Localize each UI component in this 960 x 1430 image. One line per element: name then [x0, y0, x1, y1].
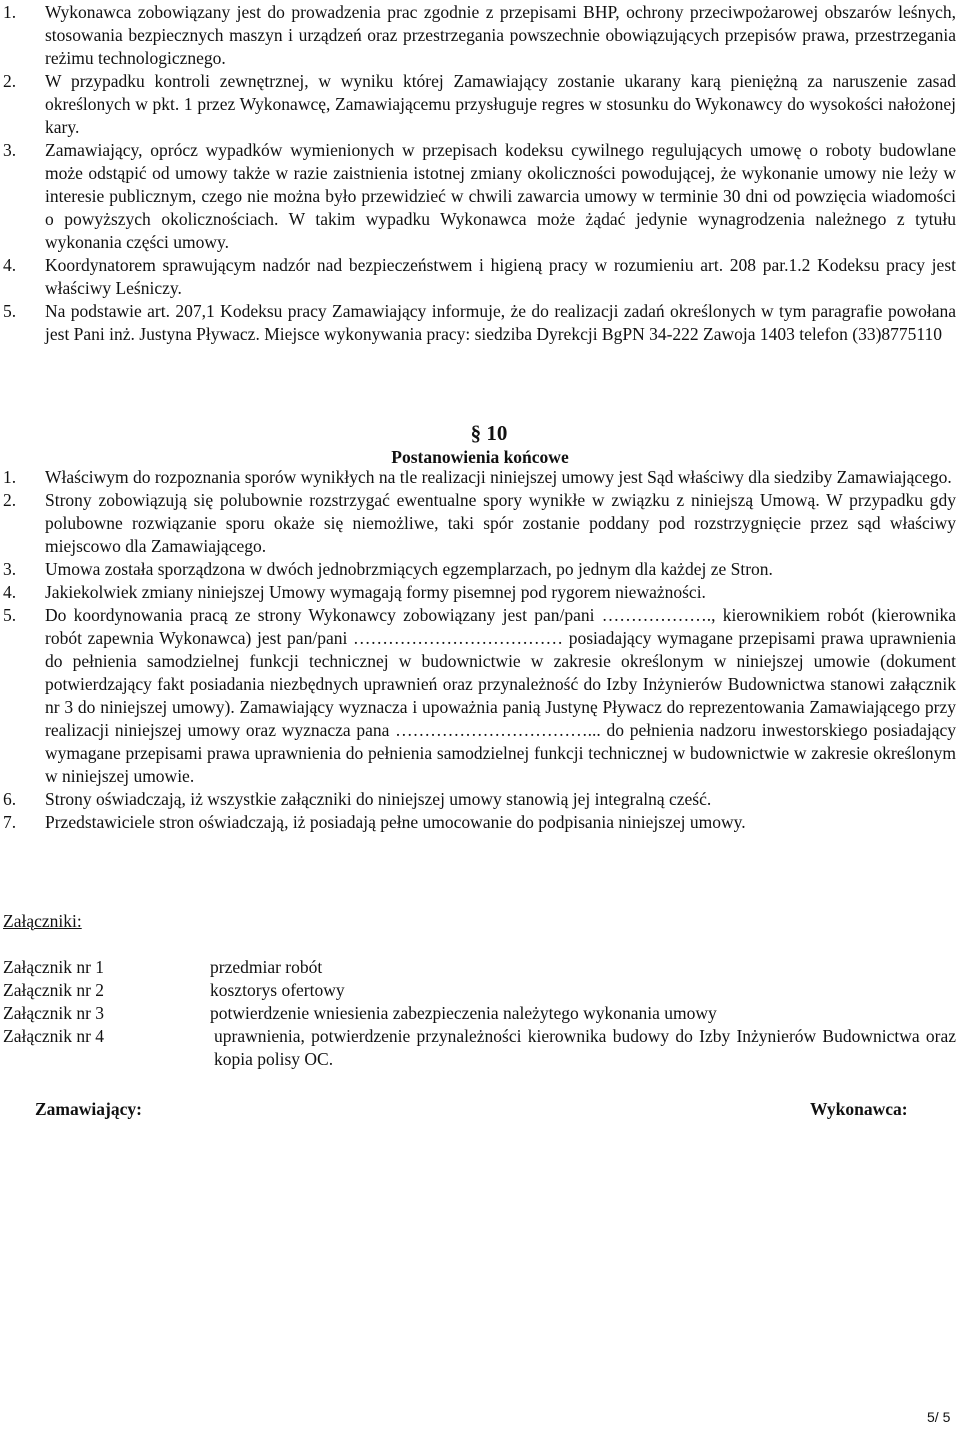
section-title: Postanowienia końcowe [391, 447, 569, 467]
clause-number: 1. [3, 467, 17, 487]
clause-item [0, 70, 960, 139]
clause-text: Umowa została sporządzona w dwóch jednobrzmiących egzemplarzach, po jednym dla każdej ze Stron. [45, 559, 773, 579]
clause-text: Jakiekolwiek zmiany niniejszej Umowy wymagają formy pisemnej pod rygorem nieważności. [45, 582, 706, 602]
clause-item [0, 558, 960, 581]
clause-number: 2. [3, 490, 17, 510]
attachment-row [0, 1002, 960, 1025]
clause-number: 4. [3, 582, 17, 602]
clause-item [0, 466, 960, 489]
clause-number: 2. [3, 71, 17, 91]
attachment-label: Załącznik nr 3 [3, 1003, 105, 1023]
clause-text: W przypadku kontroli zewnętrznej, w wyniku której Zamawiający zostanie ukarany karą pieniężną za naruszenie zasad określonych w pkt. 1 przez Wykonawcę, Zamawiającemu przysługuje regres w stosunku do Wykonawcy do wysokości nałożonej kary. [45, 71, 956, 137]
signature-label-employer: Zamawiający: [35, 1099, 142, 1119]
clause-item [0, 581, 960, 604]
attachment-row [0, 956, 960, 979]
signature-label-contractor: Wykonawca: [810, 1099, 908, 1119]
attachment-description: przedmiar robót [210, 957, 323, 977]
section-symbol: § 10 [470, 421, 508, 445]
clause-number: 1. [3, 2, 17, 22]
attachment-row [0, 979, 960, 1002]
clause-item [0, 254, 960, 300]
section-heading [0, 420, 960, 468]
clause-text: Do koordynowania pracą ze strony Wykonawcy zobowiązany jest pan/pani ………………., kierownikiem robót (kierownika robót zapewnia Wykonawca) jest pan/pani ……………………………… posiadający wymagane przepisami prawa uprawnienia do pełnienia samodzielnej funkcji technicznej w budownictwie w zakresie określonym w niniejszej umowie (dokument potwierdzający fakt posiadania niezbędnych uprawnień oraz przynależność do Izby Inżynierów Budownictwa stanowi załącznik nr 3 do niniejszej umowy). Zamawiający wyznacza i upoważnia panią Justynę Pływacz do reprezentowania Zamawiającego przy realizacji niniejszej umowy oraz wyznacza pana ……………………………... do pełnienia nadzoru inwestorskiego posiadający wymagane przepisami prawa uprawnienia do pełnienia samodzielnej funkcji technicznej w budownictwie w zakresie określonym w niniejszej umowie. [45, 605, 956, 786]
clause-text: Strony zobowiązują się polubownie rozstrzygać ewentualne spory wynikłe w związku z niniejszą Umową. W przypadku gdy polubowne rozwiązanie sporu okaże się niemożliwe, taki spór zostanie poddany pod rozstrzygnięcie przez sąd właściwy miejscowo dla Zamawiającego. [45, 490, 956, 556]
clause-number: 7. [3, 812, 17, 832]
clause-list-final [0, 466, 960, 834]
page-number: 5/ 5 [927, 1409, 951, 1425]
clause-item [0, 788, 960, 811]
attachment-description: kosztorys ofertowy [210, 980, 345, 1000]
clause-list-top [0, 1, 960, 346]
attachment-label: Załącznik nr 2 [3, 980, 105, 1000]
clause-number: 5. [3, 301, 17, 321]
clause-number: 5. [3, 605, 17, 625]
clause-text: Na podstawie art. 207,1 Kodeksu pracy Zamawiający informuje, że do realizacji zadań określonych w tym paragrafie powołana jest Pani inż. Justyna Pływacz. Miejsce wykonywania pracy: siedziba Dyrekcji BgPN 34-222 Zawoja 1403 telefon (33)8775110 [45, 301, 956, 344]
clause-item [0, 300, 960, 346]
clause-text: Zamawiający, oprócz wypadków wymienionych w przepisach kodeksu cywilnego regulujących umowę o roboty budowlane może odstąpić od umowy także w razie zaistnienia istotnej zmiany okoliczności powodującej, że wykonanie umowy nie leży w interesie publicznym, czego nie można było przewidzieć w chwili zawarcia umowy w terminie 30 dni od powzięcia wiadomości o powyższych okolicznościach. W takim wypadku Wykonawca może żądać jedynie wynagrodzenia należnego z tytułu wykonania części umowy. [45, 140, 956, 252]
clause-text: Właściwym do rozpoznania sporów wynikłych na tle realizacji niniejszej umowy jest Sąd właściwy dla siedziby Zamawiającego. [45, 467, 952, 487]
clause-item [0, 811, 960, 834]
clause-text: Koordynatorem sprawującym nadzór nad bezpieczeństwem i higieną pracy w rozumieniu art. 208 par.1.2 Kodeksu pracy jest właściwy Leśniczy. [45, 255, 956, 298]
clause-text: Wykonawca zobowiązany jest do prowadzenia prac zgodnie z przepisami BHP, ochrony przeciwpożarowej obszarów leśnych, stosowania bezpiecznych maszyn i urządzeń oraz przestrzegania powszechnie obowiązujących przepisów prawa, przestrzegania reżimu technologicznego. [45, 2, 956, 68]
clause-number: 3. [3, 140, 17, 160]
attachment-row [0, 1025, 960, 1071]
clause-text: Przedstawiciele stron oświadczają, iż posiadają pełne umocowanie do podpisania niniejszej umowy. [45, 812, 746, 832]
attachment-description: potwierdzenie wniesienia zabezpieczenia należytego wykonania umowy [210, 1003, 717, 1023]
attachment-label: Załącznik nr 4 [3, 1026, 105, 1046]
clause-item [0, 604, 960, 788]
clause-item [0, 489, 960, 558]
attachments-list [0, 956, 960, 1071]
clause-number: 4. [3, 255, 17, 275]
clause-number: 6. [3, 789, 17, 809]
clause-number: 3. [3, 559, 17, 579]
attachment-description: uprawnienia, potwierdzenie przynależności kierownika budowy do Izby Inżynierów Budownictwa oraz kopia polisy OC. [214, 1026, 956, 1069]
clause-item [0, 1, 960, 70]
attachment-label: Załącznik nr 1 [3, 957, 105, 977]
clause-text: Strony oświadczają, iż wszystkie załączniki do niniejszej umowy stanowią jej integralną cześć. [45, 789, 712, 809]
clause-item [0, 139, 960, 254]
attachments-heading: Załączniki: [3, 911, 82, 931]
